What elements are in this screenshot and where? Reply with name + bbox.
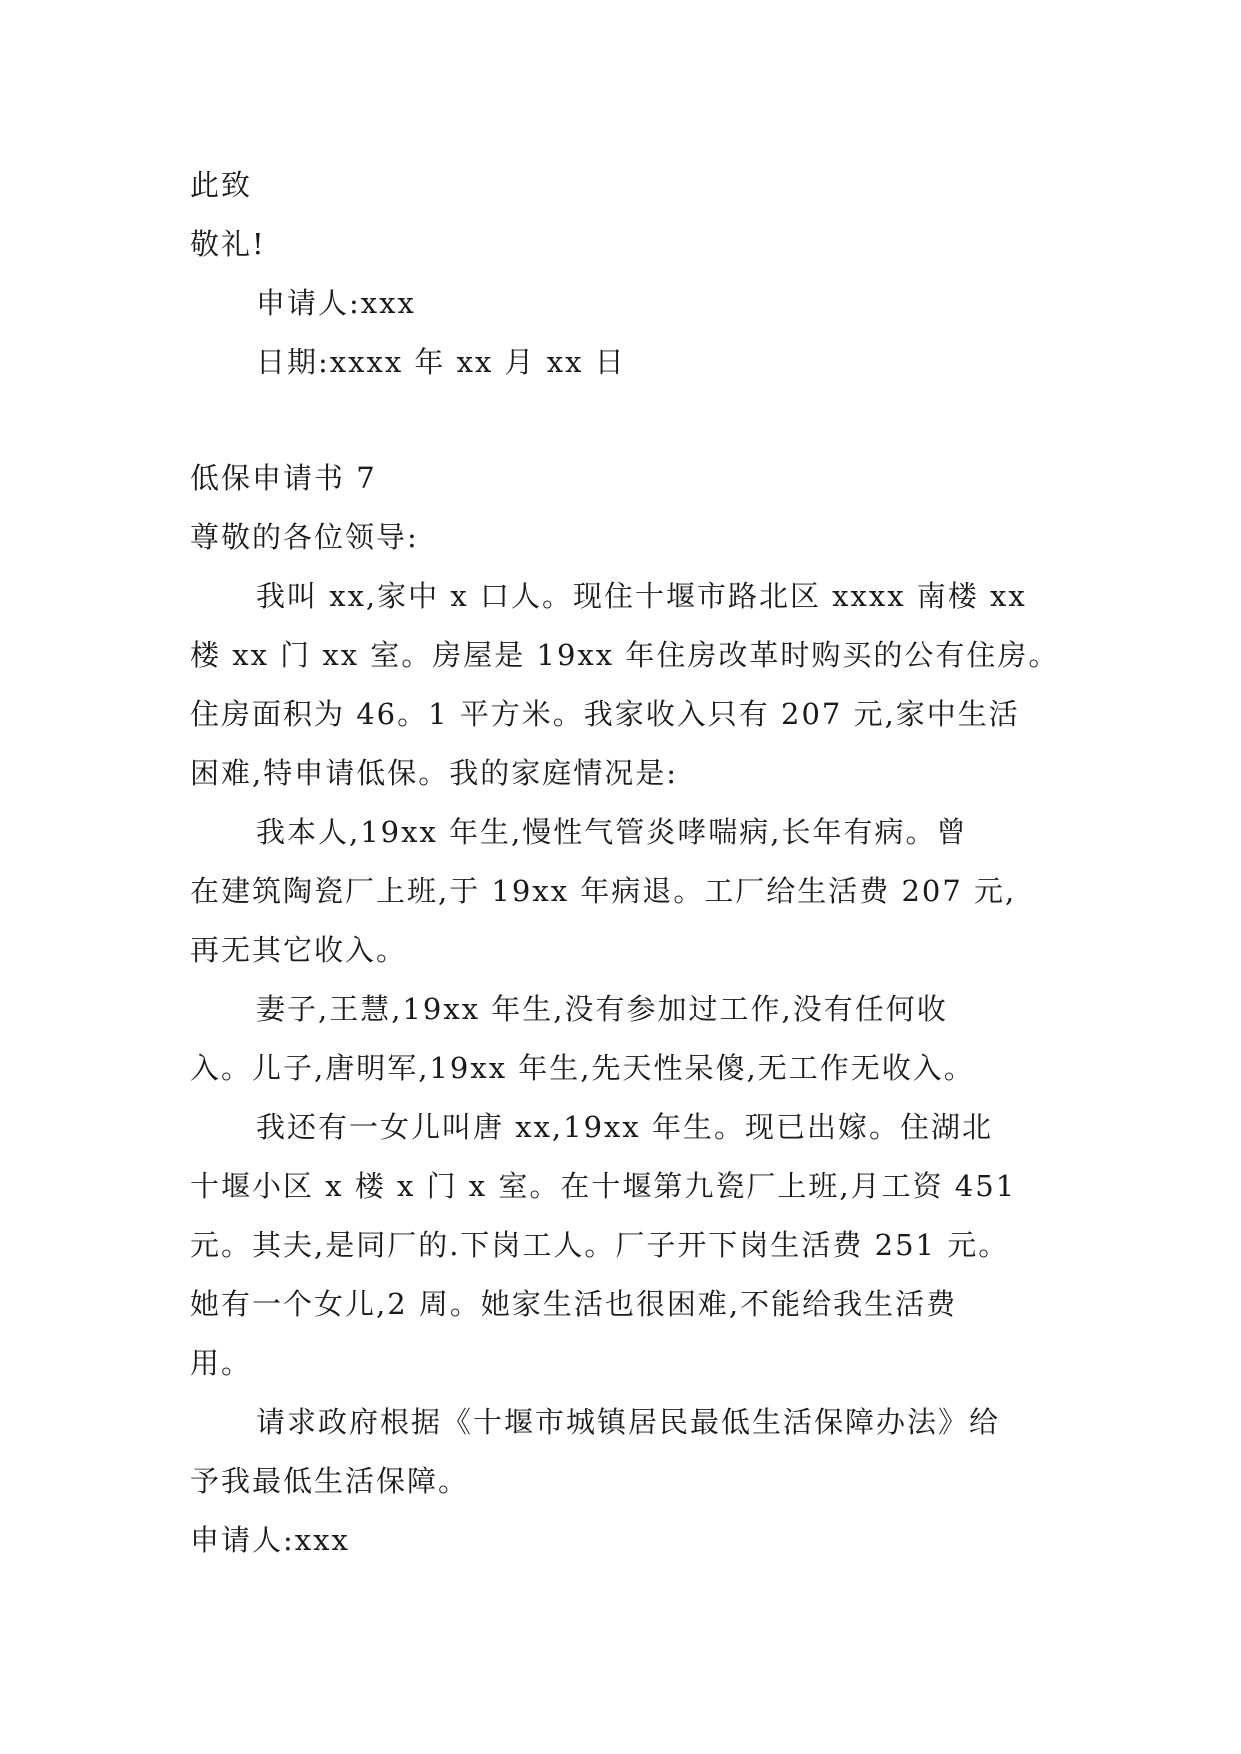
letter-greeting: 尊敬的各位领导: (190, 520, 419, 554)
paragraph-line: 再无其它收入。 (190, 933, 408, 967)
paragraph-line: 住房面积为 46。1 平方米。我家收入只有 207 元,家中生活 (190, 697, 1020, 731)
paragraph-line: 用。 (190, 1346, 253, 1380)
paragraph-line: 元。其夫,是同厂的.下岗工人。厂子开下岗生活费 251 元。 (190, 1228, 1010, 1262)
paragraph-line: 予我最低生活保障。 (190, 1464, 470, 1498)
paragraph-line: 入。儿子,唐明军,19xx 年生,先天性呆傻,无工作无收入。 (190, 1051, 975, 1085)
closing-salutation-2: 敬礼! (190, 227, 266, 261)
paragraph-line: 我叫 xx,家中 x 口人。现住十堰市路北区 xxxx 南楼 xx (256, 579, 1027, 613)
paragraph-line: 她有一个女儿,2 周。她家生活也很困难,不能给我生活费 (190, 1287, 958, 1321)
paragraph-line: 困难,特申请低保。我的家庭情况是: (190, 756, 678, 790)
paragraph-line: 十堰小区 x 楼 x 门 x 室。在十堰第九瓷厂上班,月工资 451 (190, 1169, 1017, 1203)
paragraph-line: 楼 xx 门 xx 室。房屋是 19xx 年住房改革时购买的公有住房。 (190, 638, 1060, 672)
letter-title: 低保申请书 7 (190, 461, 377, 495)
paragraph-line: 在建筑陶瓷厂上班,于 19xx 年病退。工厂给生活费 207 元, (190, 874, 1017, 908)
paragraph-line: 请求政府根据《十堰市城镇居民最低生活保障办法》给 (256, 1405, 1001, 1439)
closing-salutation-1: 此致 (190, 168, 253, 202)
letter-signature: 申请人:xxx (190, 1523, 350, 1557)
paragraph-line: 我还有一女儿叫唐 xx,19xx 年生。现已出嫁。住湖北 (256, 1110, 993, 1144)
closing-applicant: 申请人:xxx (256, 286, 416, 320)
paragraph-line: 妻子,王慧,19xx 年生,没有参加过工作,没有任何收 (256, 992, 948, 1026)
paragraph-line: 我本人,19xx 年生,慢性气管炎哮喘病,长年有病。曾 (256, 815, 968, 849)
closing-date: 日期:xxxx 年 xx 月 xx 日 (256, 345, 626, 379)
